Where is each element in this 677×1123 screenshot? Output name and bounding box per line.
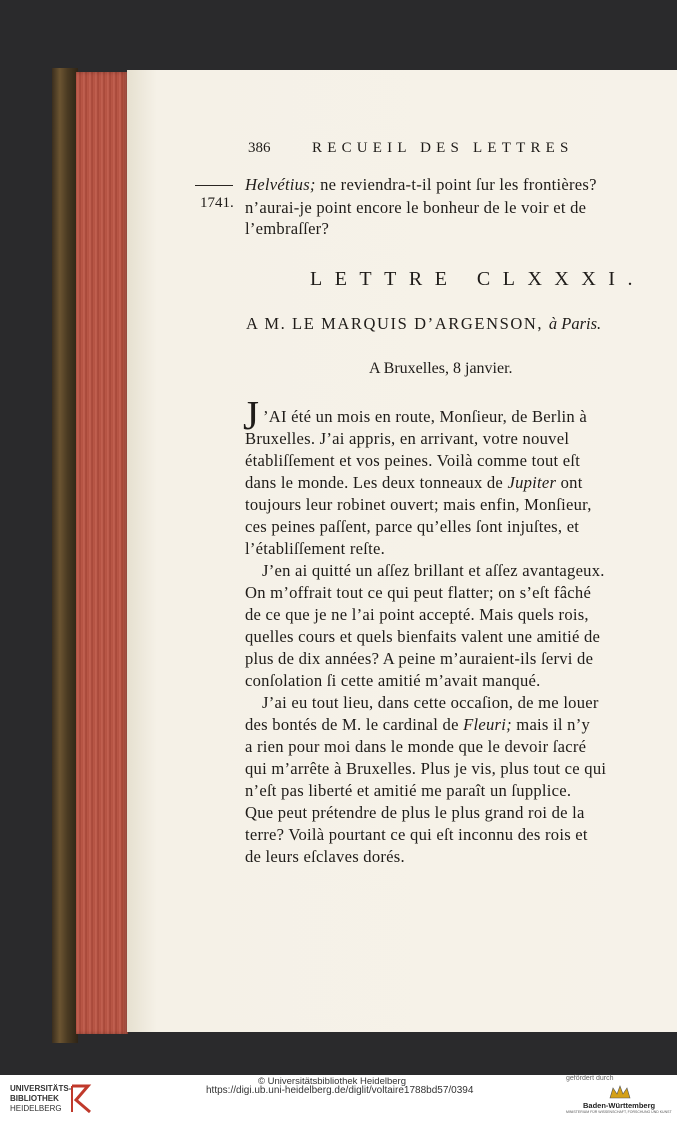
copyright-text: © Universitätsbibliothek Heidelberg	[258, 1076, 406, 1087]
library-name: UNIVERSITÄTS- BIBLIOTHEK HEIDELBERG	[10, 1084, 72, 1113]
body-line: On m’offrait tout ce qui peut flatter; on s’eſt fâché	[245, 583, 592, 602]
year-marginal: 1741.	[200, 195, 234, 211]
preceding-line-3: l’embraſſer?	[245, 219, 330, 238]
body-line: quelles cours et quels bienfaits valent une amitié de	[245, 627, 601, 646]
funder-name: Baden-Württemberg	[583, 1101, 656, 1110]
body-line: l’établiſſement reſte.	[245, 539, 386, 558]
drop-cap: J	[243, 392, 259, 438]
funder-ministry: MINISTERIUM FÜR WISSENSCHAFT, FORSCHUNG UND KUNST	[566, 1110, 672, 1114]
body-line: a rien pour moi dans le monde que le devoir ſacré	[245, 737, 587, 756]
source-url[interactable]: https://digi.ub.uni-heidelberg.de/diglit/voltaire1788bd57/0394	[206, 1085, 474, 1096]
preceding-line-2: n’aurai-je point encore le bonheur de le voir et de	[245, 198, 587, 217]
body-line: conſolation ſi cette amitié m’avait manqué.	[245, 671, 541, 690]
book-binding	[52, 68, 78, 1043]
library-logo-icon	[68, 1082, 94, 1116]
body-line: établiſſement et vos peines. Voilà comme tout eſt	[245, 451, 581, 470]
body-line: n’eſt pas liberté et amitié me paraît un ſupplice.	[245, 781, 572, 800]
letter-dateline: A Bruxelles, 8 janvier.	[369, 360, 513, 377]
body-line: Que peut prétendre de plus le plus grand roi de la	[245, 803, 585, 822]
body-line: qui m’arrête à Bruxelles. Plus je vis, plus tout ce qui	[245, 759, 607, 778]
preceding-line-1: Helvétius; ne reviendra-t-il point ſur les frontières?	[245, 175, 597, 194]
letter-addressee: A M. LE MARQUIS D’ARGENSON, à Paris.	[246, 314, 602, 333]
funder-crest-icon	[607, 1084, 633, 1100]
letter-title: LETTRE CLXXXI.	[310, 268, 645, 290]
body-line: de ce que je ne l’ai point accepté. Mais quels rois,	[245, 605, 589, 624]
body-line: J’ai eu tout lieu, dans cette occaſion, de me louer	[262, 693, 599, 712]
body-line: des bontés de M. le cardinal de Fleuri; mais il n’y	[245, 715, 591, 734]
marginal-dash	[195, 185, 233, 186]
funded-by-label: gefördert durch	[566, 1075, 614, 1082]
body-line: Bruxelles. J’ai appris, en arrivant, votre nouvel	[245, 429, 570, 448]
running-title: RECUEIL DES LETTRES	[312, 140, 574, 156]
body-line: terre? Voilà pourtant ce qui eſt inconnu des rois et	[245, 825, 588, 844]
page-edges	[76, 72, 128, 1034]
page-number: 386	[248, 140, 271, 156]
viewer-footer	[0, 1075, 677, 1123]
body-line: toujours leur robinet ouvert; mais enfin, Monſieur,	[245, 495, 592, 514]
body-line: plus de dix années? A peine m’auraient-ils ſervi de	[245, 649, 594, 668]
body-line: J’en ai quitté un aſſez brillant et aſſez avantageux.	[262, 561, 605, 580]
body-line: dans le monde. Les deux tonneaux de Jupiter ont	[245, 473, 583, 492]
body-line: de leurs eſclaves dorés.	[245, 847, 405, 866]
body-line: ces peines paſſent, parce qu’elles ſont injuſtes, et	[245, 517, 580, 536]
body-line: ’AI été un mois en route, Monſieur, de Berlin à	[263, 407, 587, 426]
